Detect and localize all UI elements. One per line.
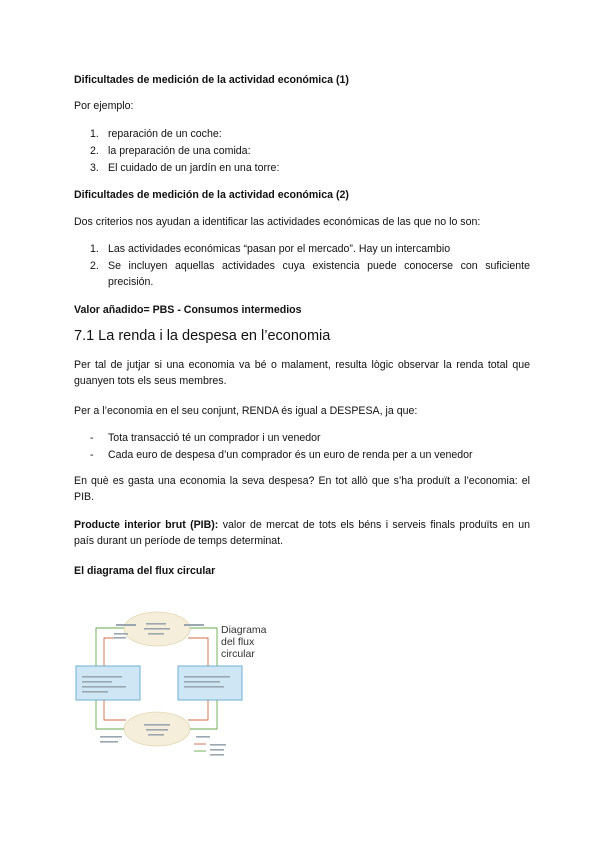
- bullet-mark: -: [90, 449, 94, 461]
- section2-intro: Dos criterios nos ayudan a identificar las actividades económicas de las que no lo son:: [74, 216, 481, 228]
- paragraph: En què es gasta una economia la seva despesa? En tot allò que s’ha produït a l’economia: el PIB.: [74, 475, 530, 503]
- right-sector-box: [178, 666, 242, 700]
- bullet-text: Tota transacció té un comprador i un venedor: [108, 432, 321, 444]
- figure-title-line: del flux: [221, 636, 255, 648]
- list-number: 3.: [90, 162, 99, 174]
- bullet-text: Cada euro de despesa d’un comprador és un euro de renda per a un venedor: [108, 449, 473, 461]
- figure-title-line: Diagrama: [221, 624, 267, 636]
- bullet-mark: -: [90, 432, 94, 444]
- pib-term: Producte interior brut (PIB):: [74, 519, 219, 531]
- section1-intro: Por ejemplo:: [74, 100, 134, 112]
- paragraph: Per tal de jutjar si una economia va bé o malament, resulta lògic observar la renda total que guanyen tots els seus membres.: [74, 359, 530, 387]
- circular-flow-figure: [74, 596, 284, 760]
- diagram-heading: El diagrama del flux circular: [74, 565, 216, 577]
- circular-flow-diagram: [74, 596, 284, 760]
- list-text: El cuidado de un jardín en una torre:: [108, 162, 280, 174]
- inner-flow-bottom: [104, 700, 126, 720]
- inner-flow-top: [104, 638, 126, 666]
- paragraph: Per a l’economia en el seu conjunt, RENDA és igual a DESPESA, ja que:: [74, 405, 418, 417]
- pib-text: valor de mercat de tots els béns i serveis finals produïts en un país durant un període de temps determinat.: [74, 519, 530, 547]
- outer-flow-top-right: [190, 628, 217, 666]
- list-text: Las actividades económicas “pasan por el mercado”. Hay un intercambio: [108, 243, 451, 255]
- list-text: Se incluyen aquellas actividades cuya existencia puede conocerse con suficiente precisión.: [108, 260, 530, 288]
- pib-definition: [74, 517, 530, 549]
- list-number: 1.: [90, 243, 99, 255]
- formula-line: Valor añadido= PBS - Consumos intermedios: [74, 304, 302, 316]
- outer-flow-bottom: [96, 700, 124, 729]
- list-number: 2.: [90, 260, 99, 272]
- list-number: 2.: [90, 145, 99, 157]
- figure-title-line: circular: [221, 648, 255, 660]
- left-sector-box: [76, 666, 140, 700]
- list-text: reparación de un coche:: [108, 128, 222, 140]
- inner-flow-bottom-right: [188, 700, 208, 720]
- section1-heading: Dificultades de medición de la actividad económica (1): [74, 74, 349, 86]
- section2-heading: Dificultades de medición de la actividad económica (2): [74, 189, 349, 201]
- list-number: 1.: [90, 128, 99, 140]
- outer-flow-bottom-right: [190, 700, 217, 729]
- inner-flow-top-right: [188, 638, 208, 666]
- section-title: 7.1 La renda i la despesa en l’economia: [74, 328, 331, 344]
- list-text: la preparación de una comida:: [108, 145, 251, 157]
